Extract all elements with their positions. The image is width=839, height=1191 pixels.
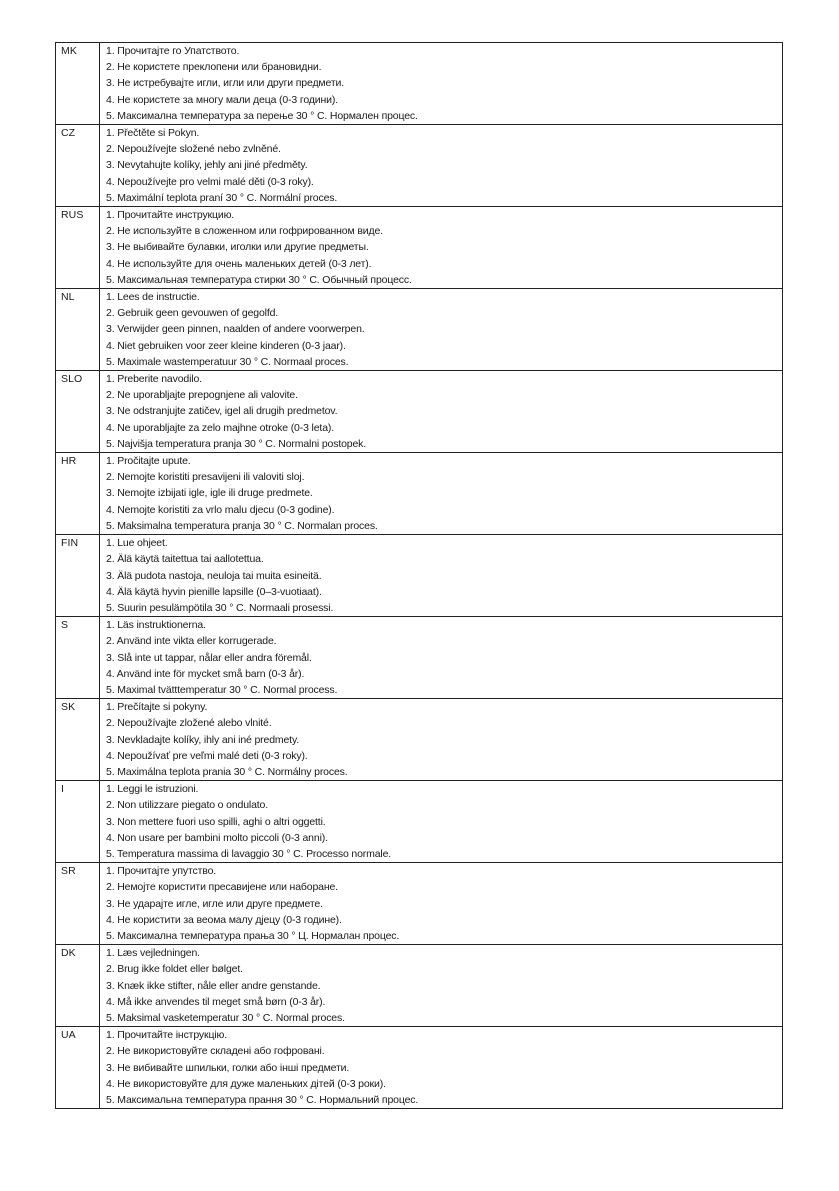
instruction-item: 3. Nemojte izbijati igle, igle ili druge predmete. [106, 487, 313, 500]
language-code: DK [56, 945, 100, 1027]
instruction-item: 2. Не используйте в сложенном или гофрированном виде. [106, 225, 383, 238]
instruction-item: 3. Не истребувајте игли, игли или други предмети. [106, 77, 344, 90]
language-code: MK [56, 43, 100, 125]
instruction-item: 5. Maximal tvätttemperatur 30 ° C. Normal process. [106, 683, 338, 696]
instruction-item: 4. Niet gebruiken voor zeer kleine kinderen (0-3 jaar). [106, 339, 346, 352]
language-row [56, 125, 783, 207]
instruction-item: 3. Nevytahujte kolíky, jehly ani jiné předměty. [106, 159, 308, 172]
instruction-item: 4. Nemojte koristiti za vrlo malu djecu (0-3 godine). [106, 503, 335, 516]
instruction-list [100, 453, 783, 535]
instruction-item: 2. Brug ikke foldet eller bølget. [106, 963, 243, 976]
instruction-item: 1. Læs vejledningen. [106, 947, 200, 960]
instruction-item: 5. Максимальна температура прання 30 ° С. Нормальний процес. [106, 1094, 419, 1106]
instruction-item: 2. Не використовуйте складені або гофровані. [106, 1045, 325, 1058]
instruction-item: 5. Suurin pesulämpötila 30 ° C. Normaali prosessi. [106, 601, 334, 614]
instruction-item: 2. Немојте користити пресавијене или набоpане. [106, 881, 338, 894]
language-code: SLO [56, 371, 100, 453]
language-row [56, 1027, 783, 1109]
language-code: FIN [56, 535, 100, 617]
instruction-item: 4. Må ikke anvendes til meget små børn (0-3 år). [106, 995, 326, 1008]
instruction-list [100, 125, 783, 207]
instruction-item: 1. Přečtěte si Pokyn. [106, 127, 200, 140]
instruction-item: 4. Не користете за многу мали деца (0-3 години). [106, 93, 338, 106]
instruction-item: 2. Använd inte vikta eller korrugerade. [106, 635, 277, 648]
instruction-item: 3. Nevkladajte kolíky, ihly ani iné predmety. [106, 733, 300, 746]
instruction-item: 2. Не користете преклопени или брановидни. [106, 61, 322, 74]
instruction-item: 4. Не користити за веома малу дјецу (0-3 године). [106, 913, 342, 926]
instruction-item: 3. Не вибивайте шпильки, голки або інші предмети. [106, 1061, 350, 1074]
instruction-item: 2. Nepoužívajte zložené alebo vlnité. [106, 717, 272, 730]
instruction-item: 3. Älä pudota nastoja, neuloja tai muita esineitä. [106, 569, 322, 582]
instruction-item: 4. Не використовуйте для дуже маленьких дітей (0-3 роки). [106, 1077, 386, 1090]
instruction-item: 4. Ne uporabljajte za zelo majhne otroke (0-3 leta). [106, 421, 334, 434]
language-code: NL [56, 289, 100, 371]
instruction-item: 5. Temperatura massima di lavaggio 30 ° C. Processo normale. [106, 847, 392, 860]
instruction-item: 3. Verwijder geen pinnen, naalden of andere voorwerpen. [106, 323, 365, 336]
language-code: RUS [56, 207, 100, 289]
instruction-item: 5. Максимална температура за перење 30 ° С. Нормален процес. [106, 109, 418, 122]
instruction-item: 4. Nepoužívejte pro velmi malé děti (0-3 roky). [106, 175, 314, 188]
instruction-item: 1. Прочитайте инструкцию. [106, 209, 235, 222]
instruction-item: 4. Nepoužívať pre veľmi malé deti (0-3 roky). [106, 749, 308, 762]
table-body [56, 43, 783, 1109]
instruction-item: 3. Non mettere fuori uso spilli, aghi o altri oggetti. [106, 815, 326, 828]
instruction-item: 4. Non usare per bambini molto piccoli (0-3 anni). [106, 831, 328, 844]
instruction-item: 4. Не используйте для очень маленьких детей (0-3 лет). [106, 257, 372, 270]
instruction-item: 1. Lue ohjeet. [106, 537, 168, 550]
instruction-item: 5. Maximálna teplota prania 30 ° C. Normálny proces. [106, 765, 348, 778]
instruction-item: 2. Nemojte koristiti presavijeni ili valoviti sloj. [106, 471, 305, 484]
language-row [56, 453, 783, 535]
instruction-item: 5. Максимална температура прања 30 ° Ц. Нормалан процес. [106, 929, 400, 942]
language-code: SK [56, 699, 100, 781]
language-code: SR [56, 863, 100, 945]
instruction-item: 2. Ne uporabljajte prepognjene ali valovite. [106, 389, 298, 402]
instruction-list [100, 945, 783, 1027]
instruction-item: 3. Не ударајте игле, игле или друге предмете. [106, 897, 323, 910]
instruction-list [100, 781, 783, 863]
instruction-item: 5. Maximale wastemperatuur 30 ° C. Normaal proces. [106, 355, 349, 368]
language-code: HR [56, 453, 100, 535]
instruction-list [100, 207, 783, 289]
instruction-item: 3. Ne odstranjujte zatičev, igel ali drugih predmetov. [106, 405, 338, 418]
instruction-item: 1. Прочитайте інструкцію. [106, 1029, 227, 1042]
instruction-list [100, 863, 783, 945]
instruction-item: 2. Nepoužívejte složené nebo zvlněné. [106, 143, 281, 156]
language-row [56, 43, 783, 125]
instruction-item: 1. Läs instruktionerna. [106, 619, 206, 632]
instruction-item: 5. Максимальная температура стирки 30 ° С. Обычный процесс. [106, 273, 412, 286]
language-code: UA [56, 1027, 100, 1109]
instruction-item: 5. Maksimal vasketemperatur 30 ° C. Normal proces. [106, 1011, 345, 1024]
instruction-item: 5. Maximální teplota praní 30 ° C. Normální proces. [106, 191, 338, 204]
instruction-item: 1. Leggi le istruzioni. [106, 783, 199, 796]
instruction-item: 1. Прочитајте упутство. [106, 865, 217, 878]
instruction-list [100, 371, 783, 453]
language-code: CZ [56, 125, 100, 207]
instruction-item: 4. Älä käytä hyvin pienille lapsille (0–3-vuotiaat). [106, 585, 322, 598]
language-row [56, 781, 783, 863]
language-row [56, 535, 783, 617]
instruction-item: 2. Non utilizzare piegato o ondulato. [106, 799, 268, 812]
washing-instructions-table [55, 42, 783, 1109]
language-row [56, 289, 783, 371]
instruction-item: 3. Slå inte ut tappar, nålar eller andra föremål. [106, 651, 312, 664]
instruction-list [100, 1027, 783, 1109]
language-row [56, 207, 783, 289]
instruction-list [100, 535, 783, 617]
instruction-list [100, 289, 783, 371]
instruction-item: 5. Maksimalna temperatura pranja 30 ° C. Normalan proces. [106, 519, 378, 532]
language-row [56, 699, 783, 781]
instruction-item: 3. Knæk ikke stifter, nåle eller andre genstande. [106, 979, 321, 992]
language-row [56, 945, 783, 1027]
instruction-item: 2. Gebruik geen gevouwen of gegolfd. [106, 307, 279, 320]
instruction-list [100, 699, 783, 781]
instruction-item: 1. Pročitajte upute. [106, 455, 191, 468]
language-row [56, 863, 783, 945]
language-row [56, 617, 783, 699]
language-code: S [56, 617, 100, 699]
instruction-item: 1. Прочитајте го Упатството. [106, 45, 240, 57]
language-code: I [56, 781, 100, 863]
language-row [56, 371, 783, 453]
instruction-list [100, 617, 783, 699]
instruction-list [100, 43, 783, 125]
instruction-item: 2. Älä käytä taitettua tai aallotettua. [106, 553, 264, 566]
instruction-item: 3. Не выбивайте булавки, иголки или другие предметы. [106, 241, 369, 254]
instruction-item: 5. Najvišja temperatura pranja 30 ° C. Normalni postopek. [106, 437, 367, 450]
instruction-item: 1. Prečítajte si pokyny. [106, 701, 208, 714]
instruction-item: 1. Lees de instructie. [106, 291, 200, 304]
instruction-item: 1. Preberite navodilo. [106, 373, 202, 386]
instruction-item: 4. Använd inte för mycket små barn (0-3 år). [106, 667, 305, 680]
